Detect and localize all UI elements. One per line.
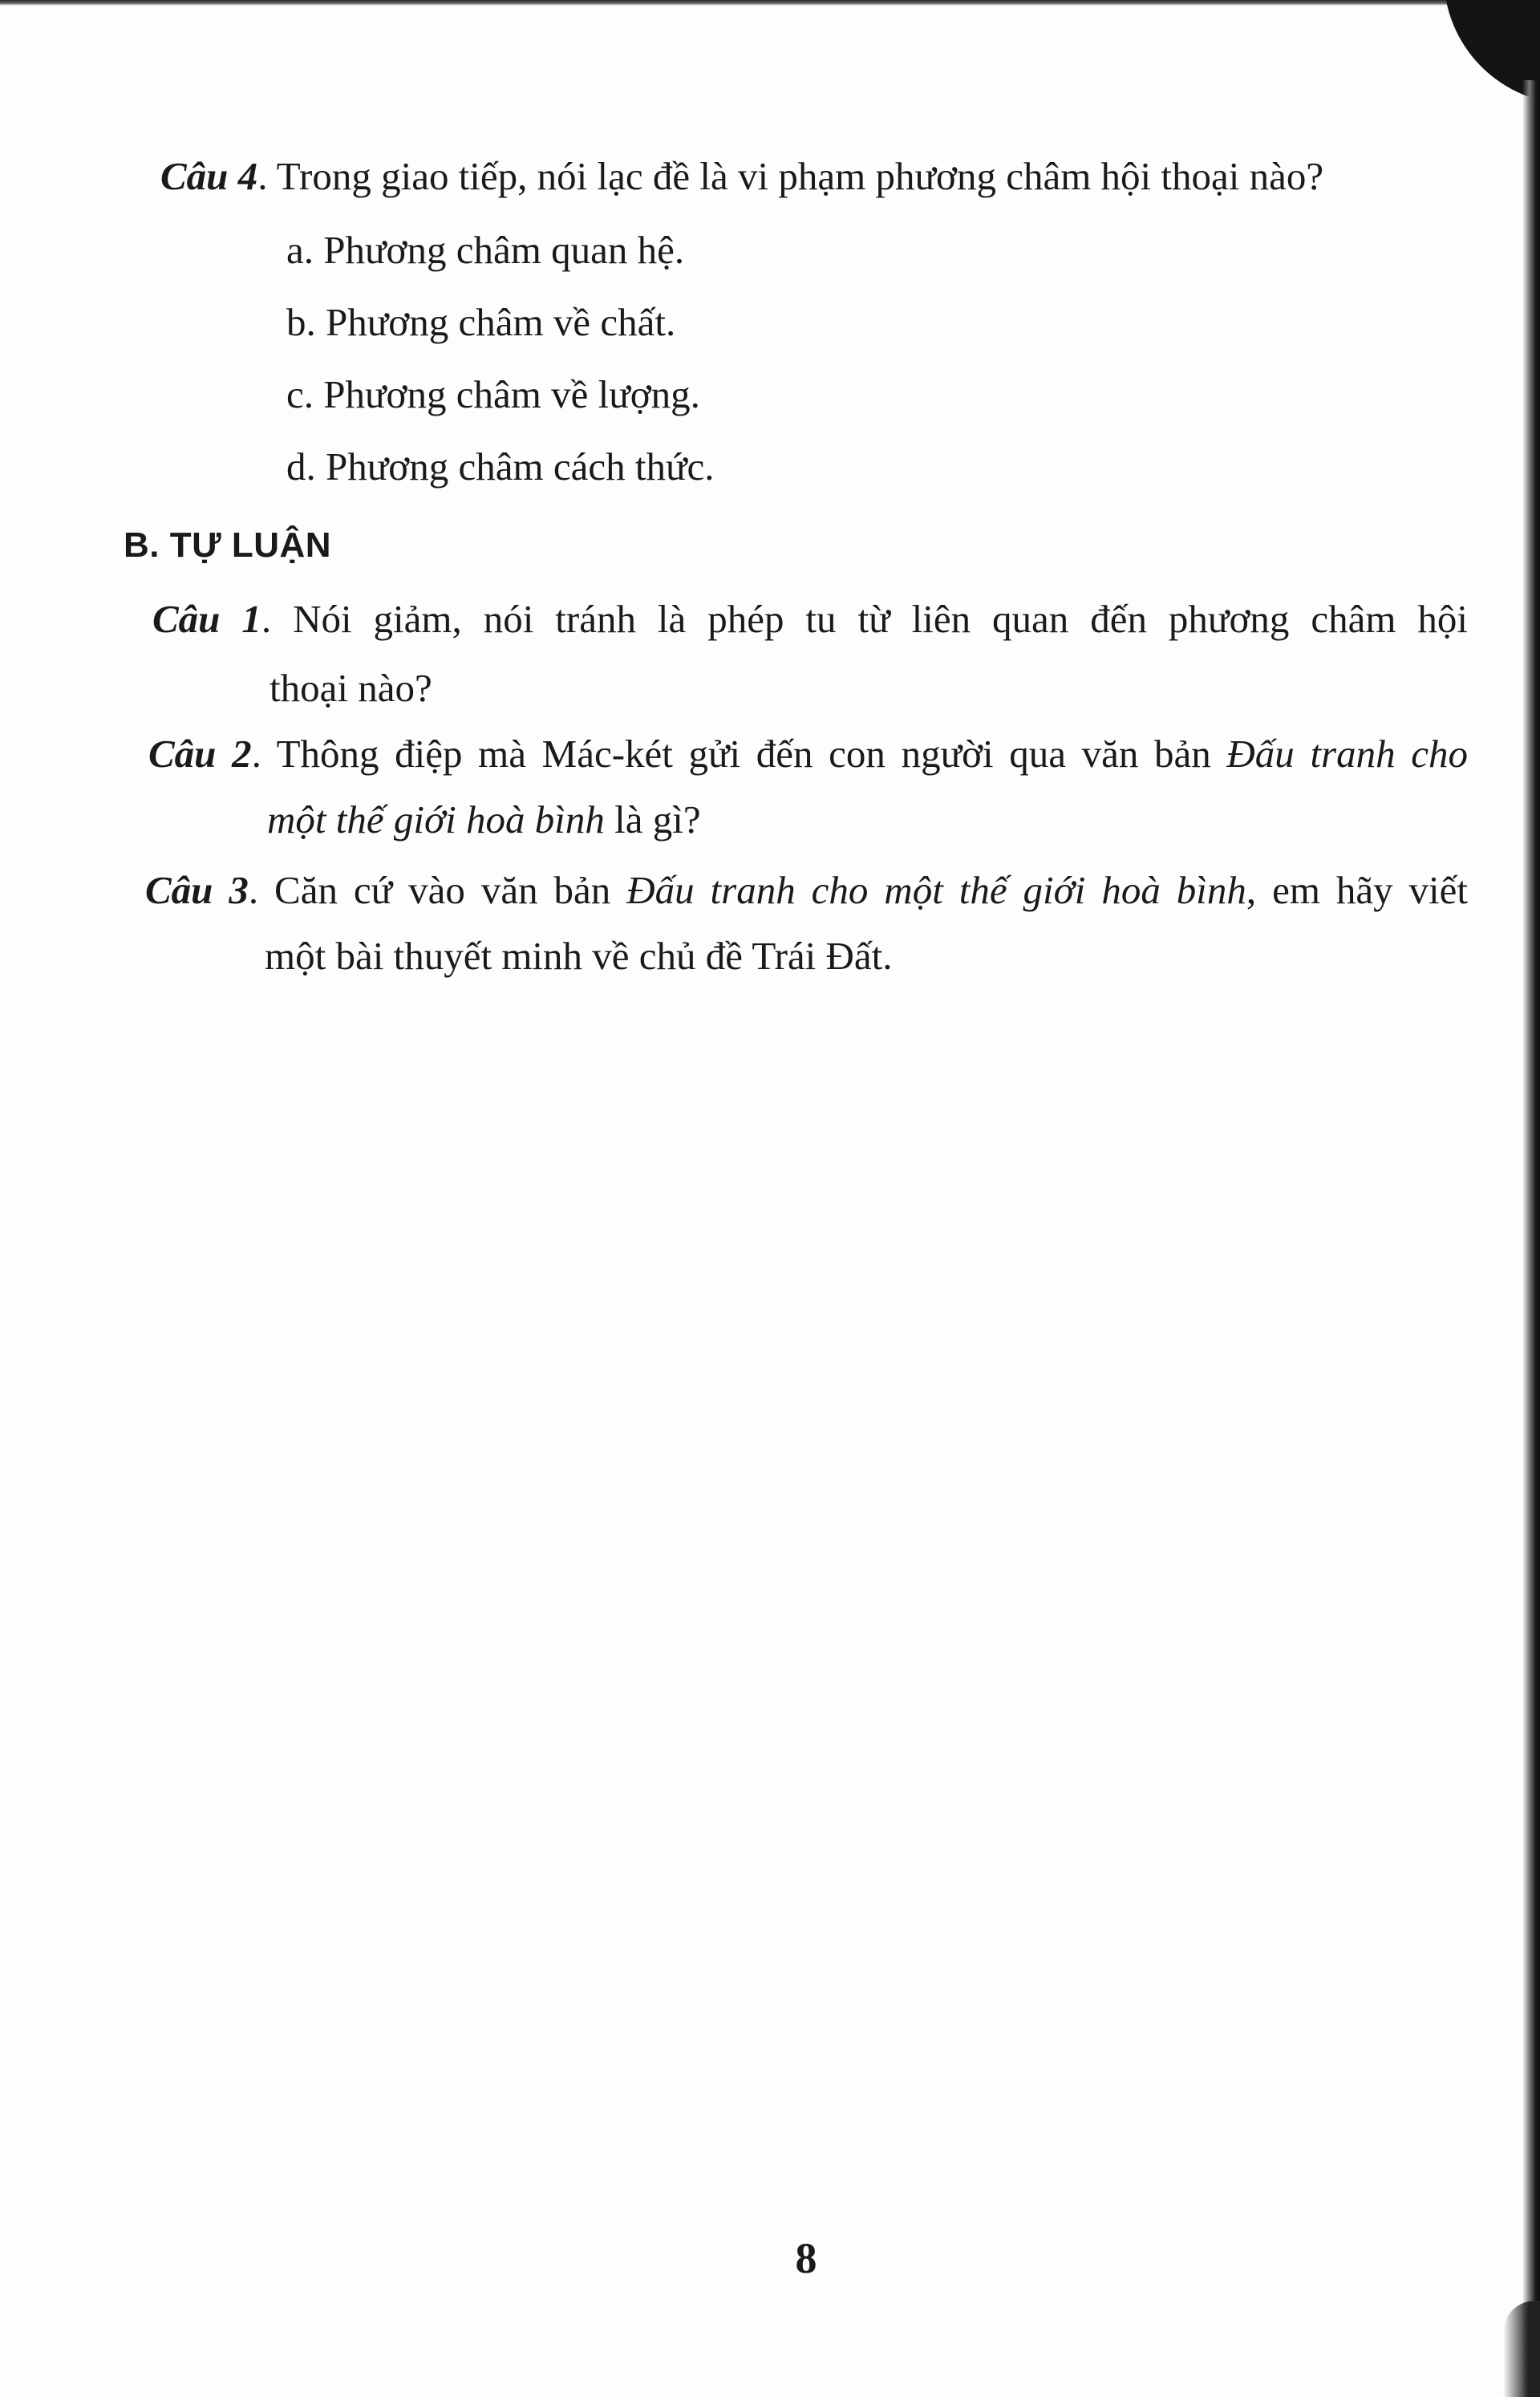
question-1-text: . Nói giảm, nói tránh là phép tu từ liên quan đến phương châm hội bbox=[261, 597, 1468, 641]
question-3-text-a: . Căn cứ vào văn bản bbox=[248, 868, 627, 912]
section-heading: B. TỰ LUẬN bbox=[124, 525, 332, 565]
scan-edge-right bbox=[1522, 80, 1540, 2397]
option-d: d. Phương châm cách thức. bbox=[286, 444, 715, 489]
question-1-line-1 bbox=[152, 594, 1468, 645]
question-3-line-2: một bài thuyết minh về chủ đề Trái Đất. bbox=[265, 934, 893, 978]
question-3-text-b: , em hãy viết bbox=[1246, 868, 1469, 912]
question-2-label: Câu 2 bbox=[148, 732, 252, 776]
question-4-label: Câu 4 bbox=[160, 154, 258, 198]
question-2-ending: là gì? bbox=[604, 797, 701, 842]
question-2-line-2 bbox=[267, 794, 701, 846]
question-4-text: . Trong giao tiếp, nói lạc đề là vi phạm phương châm hội thoại nào? bbox=[257, 154, 1324, 198]
question-1-line-2: thoại nào? bbox=[270, 666, 432, 710]
option-c: c. Phương châm về lượng. bbox=[286, 372, 700, 416]
question-2-text: . Thông điệp mà Mác-két gửi đến con người qua văn bản bbox=[251, 732, 1227, 776]
option-b: b. Phương châm về chất. bbox=[286, 300, 676, 344]
scan-edge-bottom bbox=[1503, 2301, 1540, 2397]
question-1-label: Câu 1 bbox=[152, 597, 261, 641]
question-3-label: Câu 3 bbox=[145, 868, 249, 912]
question-4 bbox=[160, 151, 1323, 202]
question-2-title-part-2: một thế giới hoà bình bbox=[267, 797, 605, 842]
question-3-title: Đấu tranh cho một thế giới hoà bình bbox=[626, 868, 1246, 912]
page-number: 8 bbox=[795, 2234, 817, 2282]
scan-edge-top bbox=[0, 0, 1508, 6]
option-a: a. Phương châm quan hệ. bbox=[286, 228, 685, 272]
question-2-line-1 bbox=[148, 728, 1468, 780]
question-2-title-part-1: Đấu tranh cho bbox=[1226, 732, 1469, 776]
question-3-line-1 bbox=[145, 865, 1468, 916]
